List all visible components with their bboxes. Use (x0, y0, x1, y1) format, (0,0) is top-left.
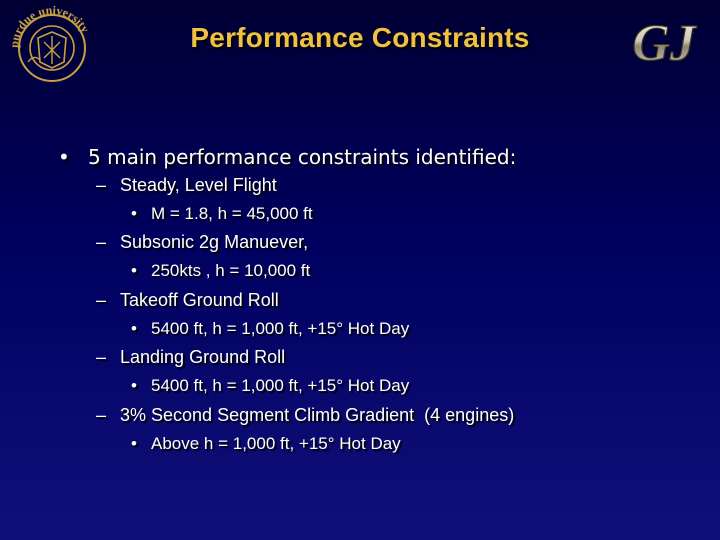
detail-bullet-takeoff-ground-roll (131, 319, 409, 339)
detail-bullet-text: 5400 ft, h = 1,000 ft, +15° Hot Day (151, 319, 410, 338)
detail-bullet-subsonic-maneuver (131, 261, 310, 281)
sub-bullet-steady-level-flight (96, 175, 277, 196)
seal-text: purdue university (6, 2, 93, 49)
dash-marker: – (96, 232, 107, 252)
detail-bullet-text: M = 1.8, h = 45,000 ft (151, 204, 313, 223)
sub-bullet-text: Takeoff Ground Roll (120, 290, 279, 310)
bullet-marker: • (131, 204, 137, 223)
detail-bullet-steady-level-flight (131, 204, 313, 224)
sub-bullet-text: Steady, Level Flight (120, 175, 277, 195)
sub-bullet-text: 3% Second Segment Climb Gradient (4 engines) (120, 405, 515, 425)
detail-bullet-climb-gradient (131, 434, 401, 454)
sub-bullet-landing-ground-roll (96, 347, 285, 368)
bullet-marker: • (131, 319, 137, 338)
sub-bullet-takeoff-ground-roll (96, 290, 279, 311)
dash-marker: – (96, 290, 107, 310)
bullet-marker: • (131, 376, 137, 395)
main-bullet (58, 145, 516, 169)
detail-bullet-landing-ground-roll (131, 376, 409, 396)
slide-title: Performance Constraints (190, 22, 530, 53)
dash-marker: – (96, 347, 107, 367)
bullet-marker: • (58, 145, 70, 169)
detail-bullet-text: 5400 ft, h = 1,000 ft, +15° Hot Day (151, 376, 410, 395)
detail-bullet-text: Above h = 1,000 ft, +15° Hot Day (151, 434, 401, 453)
sub-bullet-text: Subsonic 2g Manuever, (120, 232, 309, 252)
dash-marker: – (96, 405, 107, 425)
main-bullet-text: 5 main performance constraints identified: (88, 145, 517, 169)
dash-marker: – (96, 175, 107, 195)
sub-bullet-subsonic-maneuver (96, 232, 308, 253)
gj-logo-text: GJ (632, 15, 696, 72)
bullet-marker: • (131, 261, 137, 280)
sub-bullet-climb-gradient (96, 405, 514, 426)
sub-bullet-text: Landing Ground Roll (120, 347, 286, 367)
bullet-marker: • (131, 434, 137, 453)
detail-bullet-text: 250kts , h = 10,000 ft (151, 261, 311, 280)
